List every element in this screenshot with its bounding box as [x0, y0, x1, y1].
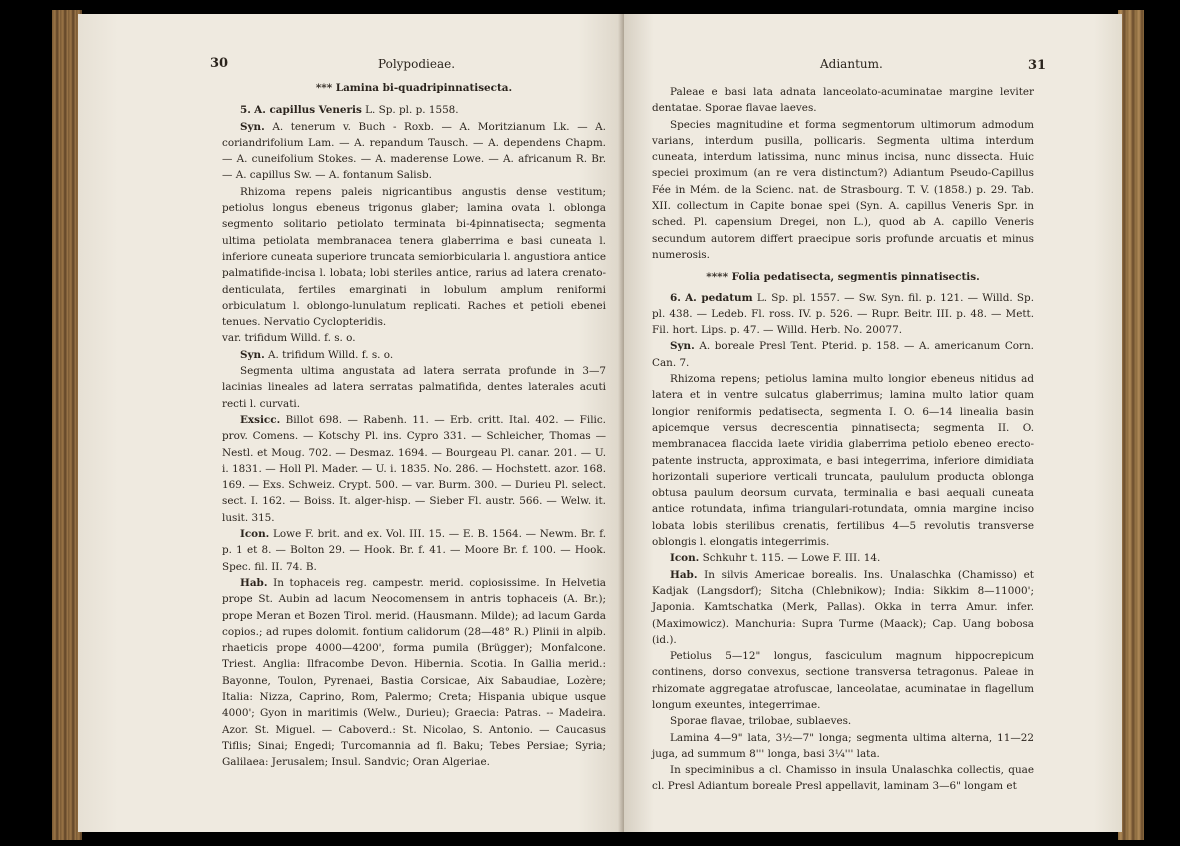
lamina-text: Lamina 4—9" lata, 3½—7" longa; segmenta ultima alterna, 11—22 juga, ad summum 8''' longa, basi 3¼''' lata. [652, 731, 1034, 760]
exsiccata: Exsicc. Billot 698. — Rabenh. 11. — Erb. critt. Ital. 402. — Filic. prov. Comens. — Kotschy Pl. ins. Cypro 331. — Schleicher, Thomas — Nestl. et Moug. 702. — Desmaz. 1694. — Bourgeau Pl. canar. 201. — U. i. 1831. — Holl Pl. Mader. — U. i. 1835. No. 286. — Hochstett. azor. 168. 169. — Exs. Schweiz. Crypt. 500. — var. Burm. 300. — Durieu Pl. select. sect. I. 162. — Boiss. It. alger-hisp. — Sieber Fl. austr. 566. — Welw. it. lusit. 315. [222, 413, 606, 524]
synonyms-5: Syn. A. tenerum v. Buch - Roxb. — A. Moritzianum Lk. — A. coriandrifolium Lam. — A. repandum Tausch. — A. dependens Chapm. — A. cuneifolium Stokes. — A. maderense Lowe. — A. africanum R. Br. — A. capillus Sw. — A. fontanum Salisb. [222, 120, 606, 182]
page-number-left: 30 [210, 56, 229, 71]
icones-left: Icon. Lowe F. brit. and ex. Vol. III. 15. — E. B. 1564. — Newm. Br. f. p. 1 et 8. — Bolton 29. — Hook. Br. f. 41. — Moore Br. f. 100. — Hook. Spec. fil. II. 74. B. [222, 528, 606, 573]
habitat-left: Hab. In tophaceis reg. campestr. merid. copiosissime. In Helvetia prope St. Aubin ad lacum Neocomensem in antris tophaceis (A. Br.); prope Meran et Bozen Tirol. merid. (Hausmann. Milde); ad lacum Garda copios.; ad rupes dolomit. fontium calidorum (28—48° R.) Plinii in alpib. rhaeticis prope 4000—4200', forma pumila (Brügger); Monfalcone. Triest. Anglia: Ilfracombe Devon. Hibernia. Scotia. In Gallia merid.: Bayonne, Toulon, Pyrenaei, Bastia Corsicae, Aix Sabaudiae, Lozère; Italia: Nizza, Caprino, Rom, Palermo; Creta; Hispania ubique usque 4000'; Gyon in maritimis (Welw., Durieu); Graecia: Patras. -- Madeira. Azor. St. Miguel. — Caboverd.: St. Nicolao, S. Antonio. — Caucasus Tiflis; Sinai; Engedi; Turcomannia ad fl. Baku; Tebes Persiae; Syria; Galilaea: Jerusalem; Insul. Sandvic; Oran Algeriae. [222, 576, 606, 769]
sporae-text: Sporae flavae, trilobae, sublaeves. [670, 715, 852, 728]
species-note: Species magnitudine et forma segmentorum ultimorum admodum varians, interdum pusilla, pollicaris. Segmenta ultima interdum cuneata, interdum latissima, nunc minus incisa, nunc dissecta. Huic speciei proximum (an re vera distinctum?) Adiantum Pseudo-Capillus Fée in Mém. de la Scienc. nat. de Strasbourg. T. V. (1858.) p. 29. Tab. XII. collectum in Capite bonae spei (Syn. A. capillus Veneris Spr. in sched. Pl. capensium Dregei, non L.), quod ab A. capillo Veneris secundum autorem differt praecipue soris profunde arcuatis et minus numerosis. [652, 118, 1034, 261]
continued-text: Paleae e basi lata adnata lanceolato-acuminatae margine leviter dentatae. Sporae flavae laeves. [652, 86, 1034, 115]
species-heading-6: 6. A. pedatum L. Sp. pl. 1557. — Sw. Syn. fil. p. 121. — Willd. Sp. pl. 438. — Ledeb. Fl. ross. IV. p. 526. — Rupr. Beitr. III. p. 48. — Mett. Fil. hort. Lips. p. 47. — Willd. Herb. No. 20077. [652, 291, 1034, 337]
right-page [624, 14, 1122, 832]
page-number-right: 31 [1028, 58, 1047, 73]
habitat-right: Hab. In silvis Americae borealis. Ins. Unalaschka (Chamisso) et Kadjak (Langsdorf); Sitcha (Chlebnikow); India: Sikkim 8—11000'; Japonia. Kamtschatka (Merk, Pallas). Okka in terra Amur. infer. (Maximowicz). Manchuria: Supra Turme (Maack); Cap. Uang bobosa (id.). [652, 568, 1034, 646]
synonyms-6: Syn. A. boreale Presl Tent. Pterid. p. 158. — A. americanum Corn. Can. 7. [652, 340, 1034, 369]
variety-description: Segmenta ultima angustata ad latera serrata profunde in 3—7 lacinias lineales ad latera serratas palmatifida, dentes laterales acuti recti l. curvati. [222, 365, 606, 410]
speciminibus-text: In speciminibus a cl. Chamisso in insula Unalaschka collectis, quae cl. Presl Adiantum boreale Presl appellavit, laminam 3—6" longam et [652, 764, 1034, 793]
running-head-left: Polypodieae. [378, 57, 456, 71]
section-heading-right: **** Folia pedatisecta, segmentis pinnatisectis. [706, 271, 980, 284]
right-text-column [652, 84, 1034, 795]
running-head-right: Adiantum. [820, 57, 883, 71]
description-6: Rhizoma repens; petiolus lamina multo longior ebeneus nitidus ad latera et in ventre sulcatus glaberrimus; lamina multo latior quam longior reniformis pedatisecta, segmenta I. O. 6—14 linealia basin apicemque versus decrescentia pinnatisecta; segmenta II. O. membranacea flaccida laete viridia glaberrima petiolo ebeneo erecto-patente instructa, approximata, e basi integerrima, inferiore dimidiata horizontali superiore verticali truncata, paululum producta oblonga obtusa paulum deorsum curvata, terminalia e basi aequali cuneata antice rotundata, infima triangulari-rotundata, omnia margine inciso lobata lobis sterilibus crenatis, fertilibus 4—5 revolutis transverse oblongis l. elongatis integerrimis. [652, 373, 1034, 549]
description-5: Rhizoma repens paleis nigricantibus angustis dense vestitum; petiolus longus ebeneus trigonus glaber; lamina ovata l. oblonga segmento solitario petiolato terminata bi-4pinnatisecta; segmenta ultima petiolata membranacea tenera glaberrima e basi cuneata l. inferiore cuneata superiore truncata semiorbicularia l. angustiora antice palmatifide-incisa l. lobata; lobi steriles antice, rarius ad latera crenato-denticulata, fertiles emarginati in lobulum amplum reniformi orbiculatum l. oblongo-lunulatum replicati. Raches et petioli ebenei tenues. Nervatio Cyclopteridis. [222, 185, 606, 329]
icones-right: Icon. Schkuhr t. 115. — Lowe F. III. 14. [670, 552, 881, 565]
left-page [78, 14, 624, 832]
left-text-column [222, 80, 606, 770]
section-heading-left: *** Lamina bi-quadripinnatisecta. [315, 82, 513, 94]
variety-heading: var. trifidum Willd. f. s. o. [222, 332, 356, 345]
variety-synonym: Syn. A. trifidum Willd. f. s. o. [240, 348, 394, 361]
petiolus-text: Petiolus 5—12" longus, fasciculum magnum hippocrepicum continens, dorso convexus, sectione transversa tetragonus. Paleae in rhizomate aggregatae atrofuscae, lanceolatae, acuminatae in flagellum longum exeuntes, integerrimae. [652, 650, 1034, 711]
species-heading-5: 5. A. capillus Veneris L. Sp. pl. p. 1558. [240, 104, 459, 117]
